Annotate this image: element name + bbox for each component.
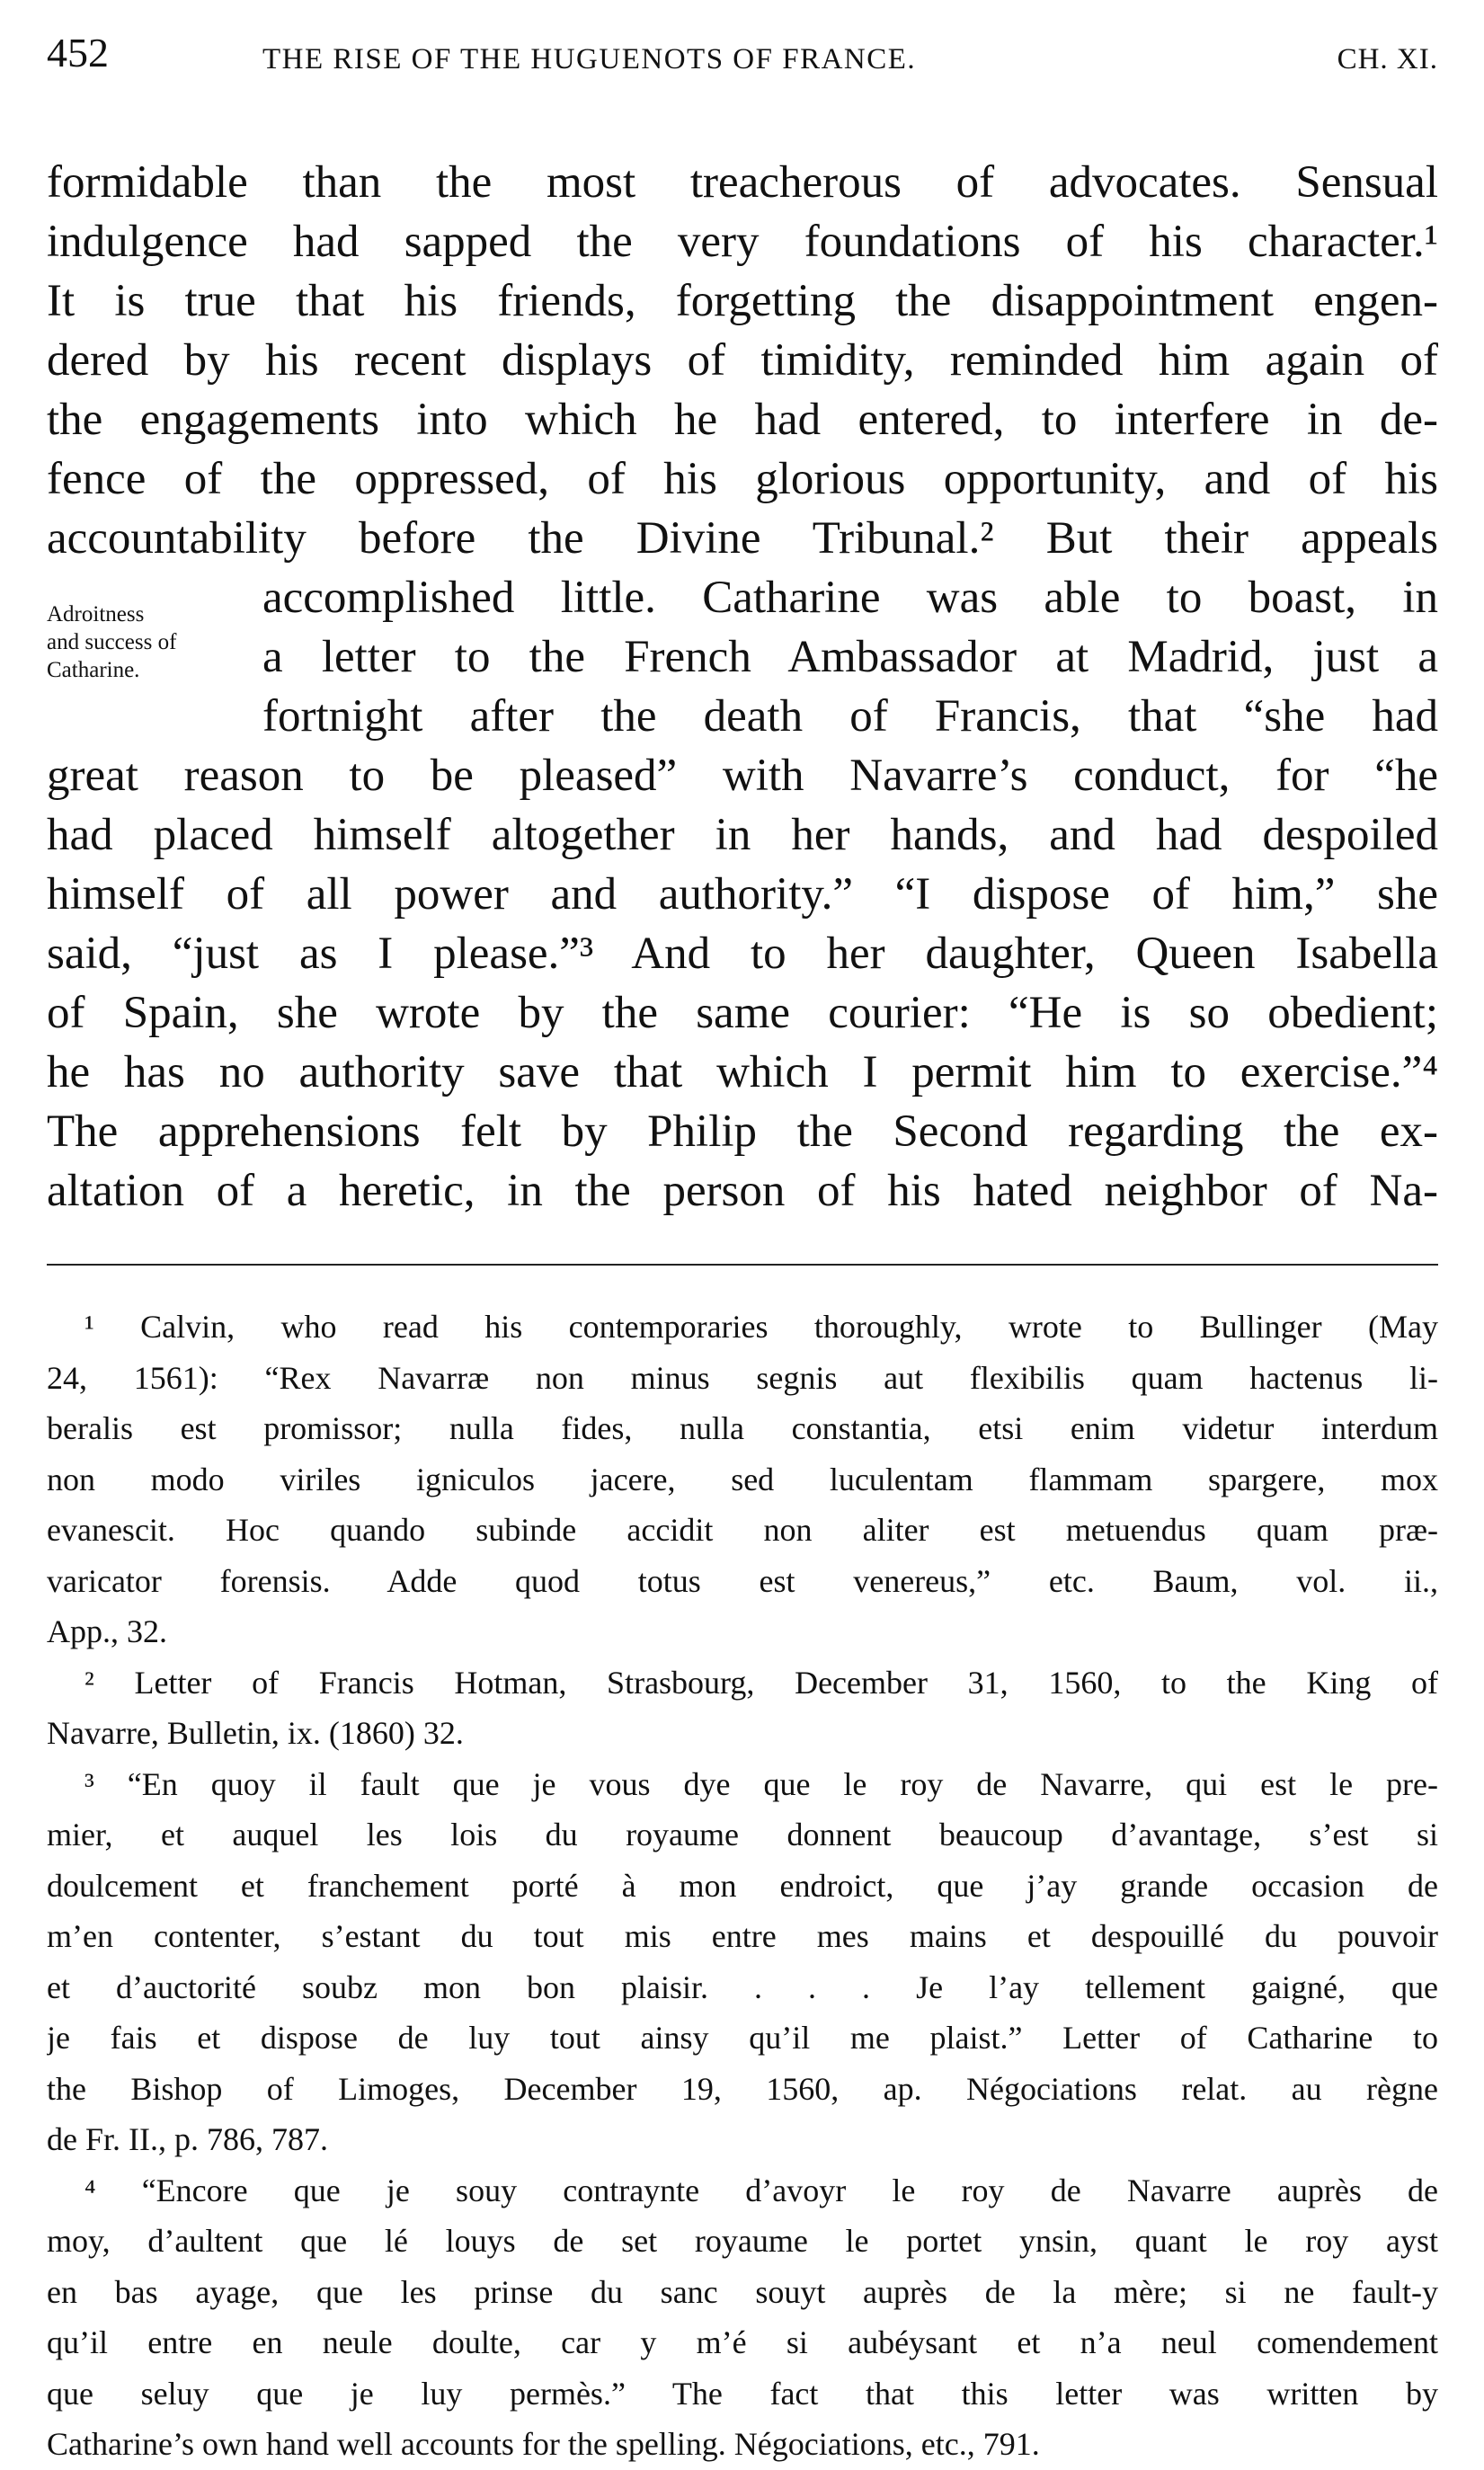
running-title: THE RISE OF THE HUGUENOTS OF FRANCE.	[262, 43, 917, 76]
margin-note	[47, 600, 253, 684]
footnotes	[47, 1302, 1438, 2470]
footnote-line: beralis est promissor; nulla fides, nulla constantia, etsi enim videtur interdum	[47, 1410, 1438, 1446]
footnote-line: que seluy que je luy permès.” The fact that this letter was written by	[47, 2375, 1438, 2412]
footnote-line: App., 32.	[47, 1613, 167, 1649]
body-line: said, “just as I please.”³ And to her daughter, Queen Isabella	[47, 928, 1438, 979]
footnote-line: ² Letter of Francis Hotman, Strasbourg, December 31, 1560, to the King of	[84, 1664, 1438, 1701]
footnote-line: mier, et auquel les lois du royaume donnent beaucoup d’avantage, s’est si	[47, 1817, 1438, 1852]
footnote-line: non modo viriles igniculos jacere, sed luculentam flammam spargere, mox	[47, 1461, 1438, 1497]
body-line: he has no authority save that which I permit him to exercise.”⁴	[47, 1047, 1438, 1097]
chapter-label: CH. XI.	[1337, 43, 1438, 76]
footnote-line: de Fr. II., p. 786, 787.	[47, 2121, 328, 2157]
margin-note-line: Adroitness	[47, 602, 145, 626]
body-line: It is true that his friends, forgetting the disappointment engen-	[47, 276, 1438, 326]
footnote-line: doulcement et franchement porté à mon endroict, que j’ay grande occasion de	[47, 1867, 1438, 1904]
margin-note-line: and success of	[47, 630, 177, 654]
footnote-line: qu’il entre en neule doulte, car y m’é si aubéysant et n’a neul comendement	[47, 2324, 1438, 2360]
body-line: fence of the oppressed, of his glorious opportunity, and of his	[47, 454, 1438, 504]
footnote-line: ³ “En quoy il fault que je vous dye que le roy de Navarre, qui est le pre-	[84, 1765, 1438, 1802]
footnote-divider	[47, 1264, 1438, 1266]
body-line: The apprehensions felt by Philip the Second regarding the ex-	[47, 1106, 1438, 1157]
footnote-line: m’en contenter, s’estant du tout mis entre mes mains et despouillé du pouvoir	[47, 1918, 1438, 1954]
footnote-line: et d’auctorité soubz mon bon plaisir. . . . Je l’ay tellement gaigné, que	[47, 1968, 1438, 2005]
footnote-line: je fais et dispose de luy tout ainsy qu’il me plaist.” Letter of Catharine to	[47, 2020, 1438, 2056]
body-line: altation of a heretic, in the person of his hated neighbor of Na-	[47, 1166, 1438, 1216]
body-line: had placed himself altogether in her hands, and had despoiled	[47, 810, 1438, 860]
body-line: fortnight after the death of Francis, that “she had	[262, 691, 1438, 742]
body-line: a letter to the French Ambassador at Madrid, just a	[262, 632, 1438, 682]
footnote-line: ¹ Calvin, who read his contemporaries thoroughly, wrote to Bullinger (May	[84, 1309, 1438, 1345]
body-line: great reason to be pleased” with Navarre’s conduct, for “he	[47, 751, 1438, 801]
footnote-line: Catharine’s own hand well accounts for the spelling. Négociations, etc., 791.	[47, 2426, 1040, 2462]
footnote-line: ⁴ “Encore que je souy contraynte d’avoyr le roy de Navarre auprès de	[84, 2172, 1438, 2208]
body-line: himself of all power and authority.” “I dispose of him,” she	[47, 869, 1438, 920]
main-text	[47, 153, 1438, 1221]
footnote-line: 24, 1561): “Rex Navarræ non minus segnis aut flexibilis quam hactenus li-	[47, 1359, 1438, 1396]
margin-note-line: Catharine.	[47, 658, 140, 682]
page-number: 452	[47, 30, 109, 76]
footnote-line: moy, d’aultent que lé louys de set royaume le portet ynsin, quant le roy ayst	[47, 2223, 1438, 2259]
body-line: indulgence had sapped the very foundations of his character.¹	[47, 217, 1438, 267]
footnote-line: evanescit. Hoc quando subinde accidit non aliter est metuendus quam præ-	[47, 1512, 1438, 1548]
body-line: accomplished little. Catharine was able to boast, in	[262, 573, 1438, 623]
footnote-line: the Bishop of Limoges, December 19, 1560, ap. Négociations relat. au règne	[47, 2070, 1438, 2107]
footnote-line: Navarre, Bulletin, ix. (1860) 32.	[47, 1715, 464, 1751]
footnote-line: varicator forensis. Adde quod totus est venereus,” etc. Baum, vol. ii.,	[47, 1562, 1438, 1599]
body-line: dered by his recent displays of timidity, reminded him again of	[47, 335, 1438, 386]
running-head	[47, 27, 1438, 84]
book-page	[47, 27, 1438, 2470]
body-line: accountability before the Divine Tribunal.² But their appeals	[47, 513, 1438, 564]
footnote-line: en bas ayage, que les prinse du sanc souyt auprès de la mère; si ne fault-y	[47, 2273, 1438, 2310]
body-line: the engagements into which he had entered, to interfere in de-	[47, 395, 1438, 445]
body-line: of Spain, she wrote by the same courier: “He is so obedient;	[47, 988, 1438, 1038]
body-line: formidable than the most treacherous of advocates. Sensual	[47, 157, 1438, 208]
